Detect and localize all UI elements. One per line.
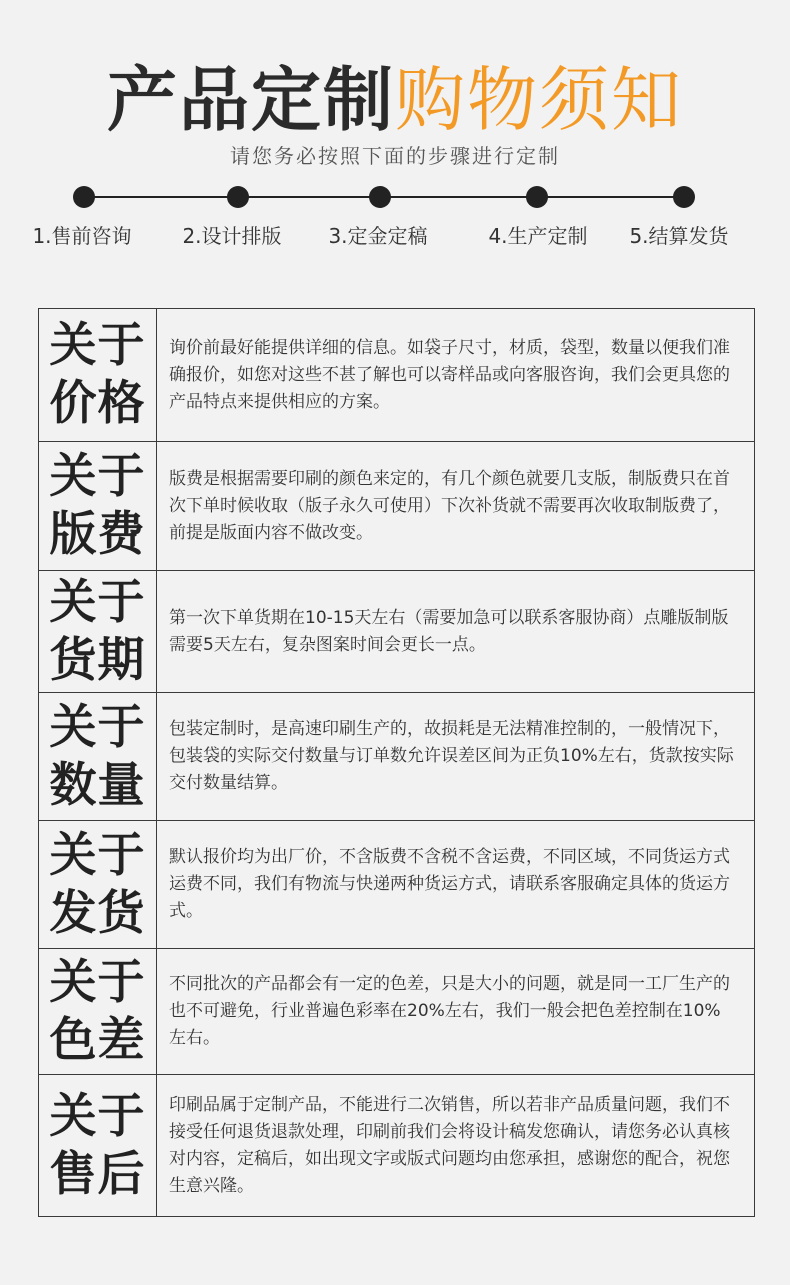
row-body-cell — [157, 1075, 754, 1216]
row-description: 询价前最好能提供详细的信息。如袋子尺寸，材质，袋型，数量以便我们准确报价，如您对这些不甚了解也可以寄样品或向客服咨询，我们会更具您的产品特点来提供相应的方案。 — [169, 337, 730, 412]
notice-row-price — [39, 309, 754, 442]
row-heading-cell — [39, 309, 157, 441]
page-subtitle: 请您务必按照下面的步骤进行定制 — [230, 144, 560, 168]
row-description: 印刷品属于定制产品，不能进行二次销售，所以若非产品质量问题，我们不接受任何退货退款处理，印刷前我们会将设计稿发您确认，请您务必认真核对内容，定稿后，如出现文字或版式问题均由您承担，感谢您的配合，祝您生意兴隆。 — [169, 1094, 730, 1196]
page-title — [0, 58, 790, 142]
step-dot-1 — [73, 186, 95, 208]
row-body-cell — [157, 949, 754, 1074]
row-description: 包装定制时，是高速印刷生产的，故损耗是无法精准控制的，一般情况下，包装袋的实际交付数量与订单数允许误差区间为正负10%左右，货款按实际交付数量结算。 — [169, 719, 734, 793]
row-body-cell — [157, 571, 754, 692]
row-heading: 关于价格 — [49, 318, 146, 431]
notice-row-delivery-time — [39, 571, 754, 693]
step-dot-5 — [673, 186, 695, 208]
row-heading: 关于色差 — [49, 954, 146, 1068]
step-dot-4 — [526, 186, 548, 208]
row-heading: 关于版费 — [49, 449, 146, 562]
step-label-2: 2.设计排版 — [182, 224, 282, 248]
notice-row-shipping — [39, 821, 754, 949]
page-title-main: 产品定制 — [107, 59, 395, 141]
row-heading-cell — [39, 821, 157, 948]
row-body-cell — [157, 821, 754, 948]
row-heading-cell — [39, 693, 157, 820]
step-label-3: 3.定金定稿 — [328, 224, 428, 248]
notice-row-plate-fee — [39, 442, 754, 571]
row-body-cell — [157, 442, 754, 570]
row-heading: 关于数量 — [49, 699, 146, 813]
row-heading-cell — [39, 442, 157, 570]
notice-row-quantity — [39, 693, 754, 821]
step-label-4: 4.生产定制 — [488, 224, 588, 248]
row-body-cell — [157, 693, 754, 820]
row-body-cell — [157, 309, 754, 441]
row-description: 不同批次的产品都会有一定的色差，只是大小的问题，就是同一工厂生产的也不可避免，行业普遍色彩率在20%左右，我们一般会把色差控制在10%左右。 — [169, 974, 730, 1048]
row-description: 第一次下单货期在10-15天左右（需要加急可以联系客服协商）点雕版制版需要5天左右，复杂图案时间会更长一点。 — [169, 607, 729, 655]
step-dot-2 — [227, 186, 249, 208]
row-heading-cell — [39, 949, 157, 1074]
notice-row-color-difference — [39, 949, 754, 1075]
row-description: 版费是根据需要印刷的颜色来定的，有几个颜色就要几支版，制版费只在首次下单时候收取（版子永久可使用）下次补货就不需要再次收取制版费了，前提是版面内容不做改变。 — [169, 468, 730, 543]
row-heading: 关于货期 — [49, 574, 146, 688]
step-label-5: 5.结算发货 — [629, 224, 729, 248]
row-heading: 关于售后 — [49, 1088, 146, 1202]
row-description: 默认报价均为出厂价，不含版费不含税不含运费，不同区域，不同货运方式运费不同，我们有物流与快递两种货运方式，请联系客服确定具体的货运方式。 — [169, 847, 730, 921]
step-label-1: 1.售前咨询 — [32, 224, 132, 248]
step-dot-3 — [369, 186, 391, 208]
page-title-accent: 购物须知 — [395, 59, 683, 141]
row-heading: 关于发货 — [49, 827, 146, 941]
row-heading-cell — [39, 571, 157, 692]
row-heading-cell — [39, 1075, 157, 1216]
notice-row-after-sales — [39, 1075, 754, 1217]
notice-table — [38, 308, 755, 1217]
